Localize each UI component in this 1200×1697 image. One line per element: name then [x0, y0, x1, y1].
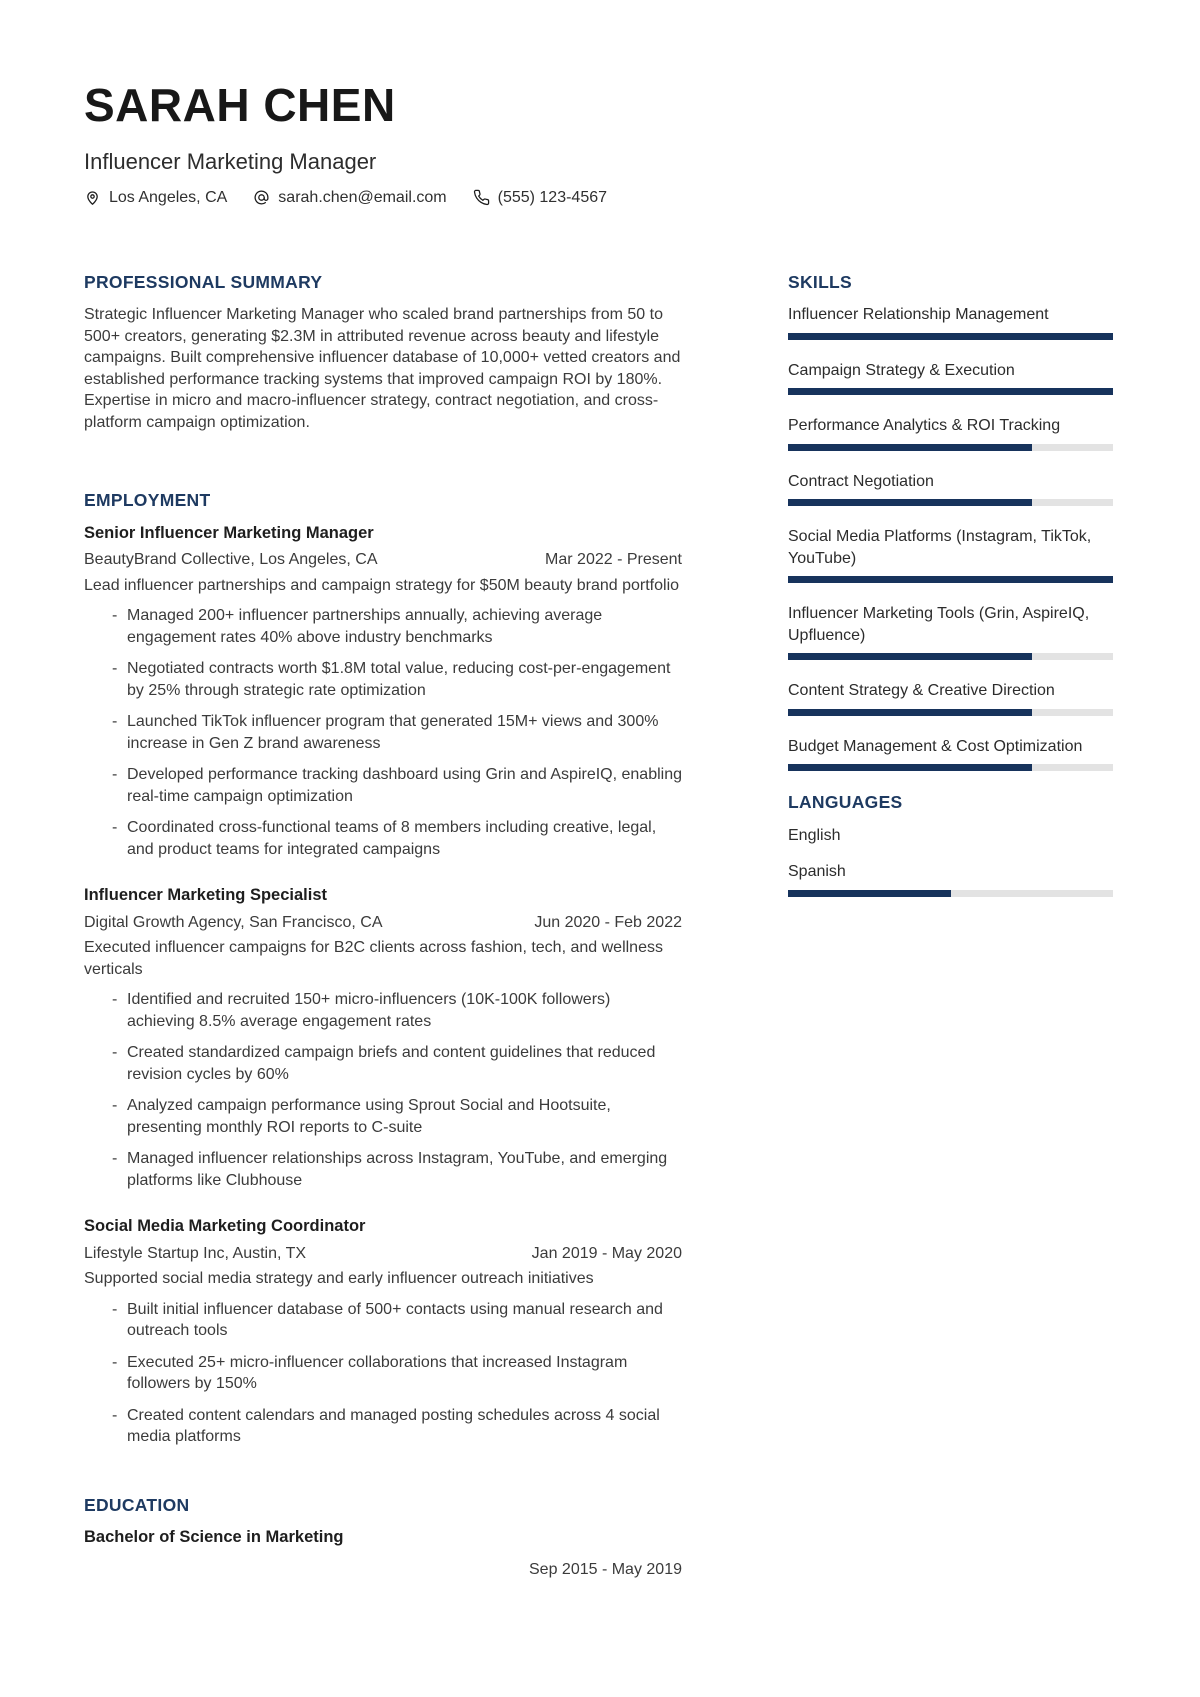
bullet-text: Created standardized campaign briefs and content guidelines that reduced revision cycles by 60% [127, 1044, 656, 1083]
at-sign-icon [253, 189, 270, 206]
language-label: English [788, 826, 841, 844]
bullet-dash: - [112, 766, 118, 784]
education-meta-row [84, 1559, 682, 1581]
bullet-text: Launched TikTok influencer program that generated 15M+ views and 300% increase in Gen Z brand awareness [127, 713, 659, 752]
job-meta-row [84, 1243, 682, 1265]
bullet-text: Identified and recruited 150+ micro-influencers (10K-100K followers) achieving 8.5% average engagement rates [127, 991, 611, 1030]
bullet-item [84, 658, 682, 701]
skill-bar [788, 653, 1113, 660]
content-columns [84, 273, 1113, 1580]
bullet-item [84, 1095, 682, 1138]
contact-location-text: Los Angeles, CA [109, 188, 228, 206]
skill-bar [788, 444, 1113, 451]
skill-bar-fill [788, 388, 1113, 395]
skill-item [788, 360, 1113, 396]
job-entry [84, 1216, 682, 1448]
skill-bar [788, 709, 1113, 716]
section-education [84, 1496, 682, 1580]
language-bar [788, 890, 1113, 897]
contact-email-text: sarah.chen@email.com [278, 188, 447, 206]
bullet-item [84, 1148, 682, 1191]
skill-bar [788, 499, 1113, 506]
skill-bar [788, 388, 1113, 395]
contact-location [84, 189, 227, 207]
bullet-item [84, 1299, 682, 1342]
skill-label: Influencer Relationship Management [788, 306, 1049, 324]
job-title: Senior Influencer Marketing Manager [84, 523, 374, 542]
job-company: BeautyBrand Collective, Los Angeles, CA [84, 551, 378, 569]
bullet-item [84, 764, 682, 807]
skill-label: Campaign Strategy & Execution [788, 361, 1015, 379]
job-dates: Jan 2019 - May 2020 [531, 1244, 682, 1262]
skill-item [788, 471, 1113, 507]
skill-bar-fill [788, 764, 1032, 771]
bullet-item [84, 1405, 682, 1448]
person-name: SARAH CHEN [84, 79, 396, 131]
language-item [788, 825, 1113, 847]
job-list [84, 523, 682, 1448]
skill-item [788, 736, 1113, 772]
education-degree: Bachelor of Science in Marketing [84, 1528, 344, 1547]
bullet-dash: - [112, 1353, 118, 1371]
bullet-text: Managed 200+ influencer partnerships annually, achieving average engagement rates 40% above industry benchmarks [127, 607, 603, 646]
skill-label: Performance Analytics & ROI Tracking [788, 417, 1061, 435]
skill-item [788, 526, 1113, 583]
bullet-item [84, 817, 682, 860]
job-entry [84, 523, 682, 861]
bullet-item [84, 1042, 682, 1085]
skill-bar-fill [788, 653, 1032, 660]
languages-list [788, 825, 1113, 897]
job-summary: Supported social media strategy and early influencer outreach initiatives [84, 1270, 594, 1288]
section-employment [84, 491, 682, 1447]
skills-heading: SKILLS [788, 271, 853, 292]
bullet-dash: - [112, 713, 118, 731]
bullet-dash: - [112, 819, 118, 837]
language-bar-fill [788, 890, 951, 897]
resume-header [84, 80, 1113, 207]
job-company: Lifestyle Startup Inc, Austin, TX [84, 1244, 307, 1262]
employment-heading: EMPLOYMENT [84, 490, 211, 511]
contact-phone [473, 189, 607, 207]
skill-label: Influencer Marketing Tools (Grin, AspireIQ, Upfluence) [788, 605, 1090, 644]
skills-list [788, 304, 1113, 771]
job-summary: Lead influencer partnerships and campaign strategy for $50M beauty brand portfolio [84, 576, 680, 594]
job-entry [84, 885, 682, 1191]
contact-phone-text: (555) 123-4567 [497, 188, 608, 206]
skill-item [788, 304, 1113, 340]
bullet-dash: - [112, 1097, 118, 1115]
skill-label: Content Strategy & Creative Direction [788, 682, 1055, 700]
person-job-title: Influencer Marketing Manager [84, 148, 377, 174]
section-skills [788, 273, 1113, 771]
bullet-dash: - [112, 1406, 118, 1424]
bullet-text: Managed influencer relationships across Instagram, YouTube, and emerging platforms like Clubhouse [127, 1150, 668, 1189]
bullet-text: Built initial influencer database of 500+ contacts using manual research and outreach tools [127, 1300, 663, 1340]
job-dates: Jun 2020 - Feb 2022 [534, 913, 682, 931]
language-item [788, 861, 1113, 897]
bullet-dash: - [112, 607, 118, 625]
contact-row [84, 189, 1113, 207]
summary-heading: PROFESSIONAL SUMMARY [84, 271, 323, 292]
bullet-dash: - [112, 1044, 118, 1062]
summary-paragraph: Strategic Influencer Marketing Manager who scaled brand partnerships from 50 to 500+ creators, generating $2.3M in attributed revenue across beauty and lifestyle campaigns. Built comprehensive influencer database of 10,000+ vetted creators and established performance tracking systems that improved campaign ROI by 180%. Expertise in micro and macro-influencer strategy, contract negotiation, and cross-platform campaign optimization. [84, 306, 681, 431]
bullet-text: Coordinated cross-functional teams of 8 members including creative, legal, and product teams for integrated campaigns [127, 819, 657, 858]
bullet-text: Negotiated contracts worth $1.8M total value, reducing cost-per-engagement by 25% through strategic rate optimization [127, 660, 671, 699]
main-column [84, 273, 682, 1580]
bullet-item [84, 711, 682, 754]
bullet-dash: - [112, 1150, 118, 1168]
skill-bar-fill [788, 333, 1113, 340]
job-meta-row [84, 549, 682, 571]
skill-bar-fill [788, 499, 1032, 506]
bullet-item [84, 605, 682, 648]
skill-item [788, 680, 1113, 716]
job-meta-row [84, 912, 682, 934]
bullet-dash: - [112, 660, 118, 678]
skill-label: Budget Management & Cost Optimization [788, 737, 1083, 755]
education-dates: Sep 2015 - May 2019 [529, 1560, 682, 1578]
skill-label: Social Media Platforms (Instagram, TikTok, YouTube) [788, 528, 1092, 567]
skill-item [788, 415, 1113, 451]
contact-email [253, 189, 446, 207]
skill-bar-fill [788, 444, 1032, 451]
bullet-text: Developed performance tracking dashboard using Grin and AspireIQ, enabling real-time campaign optimization [127, 766, 682, 805]
bullet-dash: - [112, 1300, 118, 1318]
bullet-item [84, 1352, 682, 1395]
bullet-text: Analyzed campaign performance using Sprout Social and Hootsuite, presenting monthly ROI reports to C-suite [127, 1097, 611, 1136]
language-label: Spanish [788, 863, 846, 881]
job-title: Influencer Marketing Specialist [84, 886, 327, 905]
job-bullet-list [84, 1299, 682, 1448]
bullet-item [84, 989, 682, 1032]
section-languages [788, 793, 1113, 896]
skill-bar [788, 333, 1113, 340]
location-pin-icon [84, 189, 101, 206]
job-bullet-list [84, 605, 682, 860]
bullet-text: Created content calendars and managed posting schedules across 4 social media platforms [127, 1406, 660, 1446]
bullet-text: Executed 25+ micro-influencer collaborations that increased Instagram followers by 150% [127, 1353, 628, 1393]
job-dates: Mar 2022 - Present [545, 551, 682, 569]
phone-icon [473, 189, 490, 206]
job-summary: Executed influencer campaigns for B2C clients across fashion, tech, and wellness verticals [84, 939, 663, 978]
skill-item [788, 603, 1113, 660]
bullet-dash: - [112, 991, 118, 1009]
skill-bar [788, 576, 1113, 583]
job-bullet-list [84, 989, 682, 1191]
skill-bar-fill [788, 576, 1113, 583]
education-heading: EDUCATION [84, 1494, 190, 1515]
section-professional-summary [84, 273, 682, 433]
job-title: Social Media Marketing Coordinator [84, 1217, 366, 1236]
job-company: Digital Growth Agency, San Francisco, CA [84, 913, 383, 931]
skill-label: Contract Negotiation [788, 472, 934, 490]
skill-bar [788, 764, 1113, 771]
sidebar-column [788, 273, 1113, 1580]
skill-bar-fill [788, 709, 1032, 716]
languages-heading: LANGUAGES [788, 792, 903, 813]
